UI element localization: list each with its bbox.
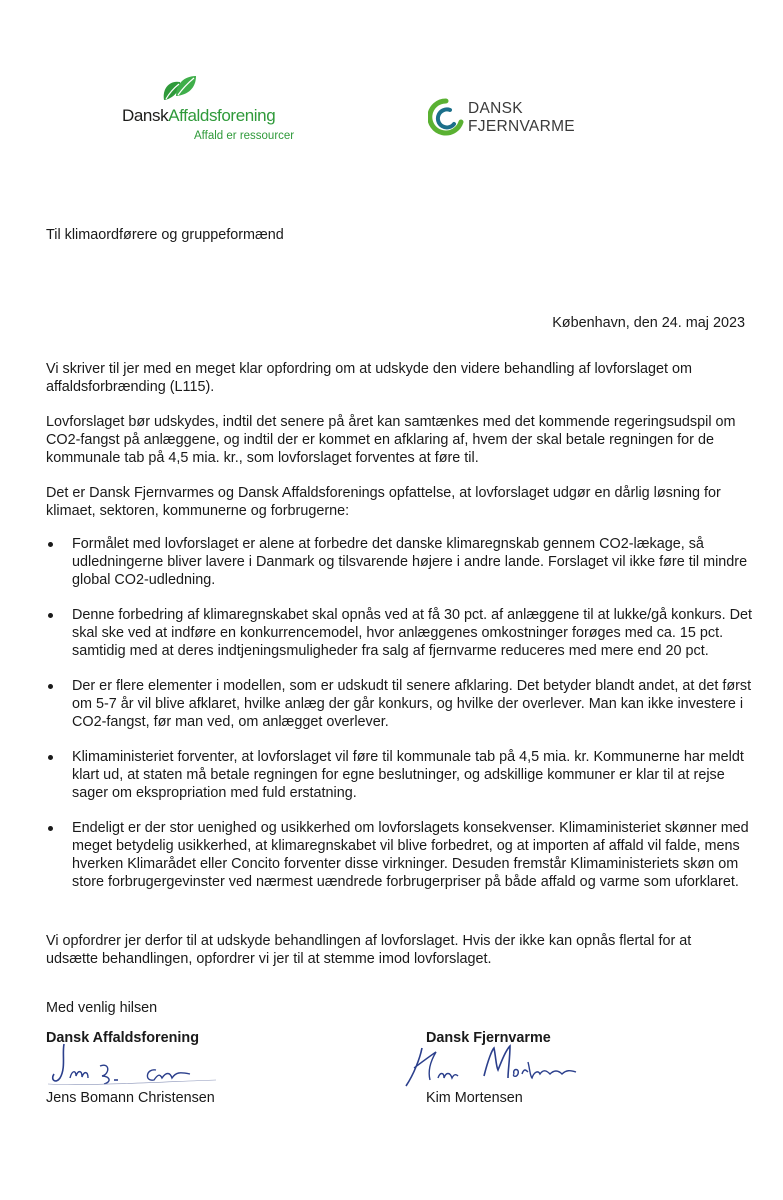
paragraph: Lovforslaget bør udskydes, indtil det senere på året kan samtænkes med det kommende regeringsudspil om CO2-fangst på anlæggene, og indtil der er kommet en afklaring af, hvem der skal betale regningen for de kommunale tab på 4,5 mia. kr., som lovforslaget forventes at føre til. [46, 414, 736, 466]
leaf-icon [158, 72, 198, 102]
closing-line: Med venlig hilsen [46, 1000, 158, 1016]
signatory-org: Dansk Affaldsforening [46, 1030, 199, 1046]
signature-image [40, 1040, 230, 1088]
signatory-name: Jens Bomann Christensen [46, 1090, 215, 1106]
list-item: Klimaministeriet forventer, at lovforslaget vil føre til kommunale tab på 4,5 mia. kr. Kommunerne har meldt klart ud, at staten må betale regningen for egne beslutninger, og adskillige kommuner er klar til at rejse sager om ekspropriation med fuld erstatning. [46, 748, 752, 802]
bullet-icon [48, 826, 53, 831]
bullet-icon [48, 755, 53, 760]
df-brand-line1: DANSK [468, 100, 523, 117]
list-item: Formålet med lovforslaget er alene at forbedre det danske klimaregnskab gennem CO2-lækage, så udledningerne bliver lavere i Danmark og tilsvarende højere i andre lande. Forslaget vil ikke føre til mindre global CO2-udledning. [46, 535, 752, 589]
df-brand-line2: FJERNVARME [468, 118, 575, 135]
signature-image [400, 1040, 590, 1088]
bullet-icon [48, 684, 53, 689]
paragraph: Vi skriver til jer med en meget klar opfordring om at udskyde den videre behandling af lovforslaget om affaldsforbrænding (L115). [46, 361, 693, 395]
swirl-icon [428, 98, 464, 138]
daf-brand-name: DanskAffaldsforening [122, 106, 276, 125]
signatory-name: Kim Mortensen [426, 1090, 523, 1106]
daf-tagline: Affald er ressourcer [194, 130, 295, 142]
list-item: Der er flere elementer i modellen, som er udskudt til senere afklaring. Det betyder blandt andet, at det først om 5-7 år vil blive afklaret, hvilke anlæg der går konkurs, og hvilke der overlever. Man kan ikke investere i CO2-fangst, før man ved, om anlægget overlever. [46, 677, 752, 731]
list-item: Denne forbedring af klimaregnskabet skal opnås ved at få 30 pct. af anlæggene til at lukke/gå konkurs. Det skal ske ved at indføre en konkurrencemodel, hvor anlæggenes omkostninger forøges med ca. 15 pct. samtidig med at deres indtjeningsmuligheder fra salg af fjernvarme reduceres med mere end 20 pct. [46, 606, 752, 660]
argument-list [46, 535, 752, 908]
bullet-icon [48, 542, 53, 547]
signatory-org: Dansk Fjernvarme [426, 1030, 551, 1046]
dansk-affaldsforening-logo [118, 72, 296, 150]
list-item: Endeligt er der stor uenighed og usikkerhed om lovforslagets konsekvenser. Klimaministeriet skønner med meget betydelig usikkerhed, at klimaregnskabet vil blive forbedret, og at importen af affald vil falde, mens hverken Klimarådet eller Concito forventer disse virkninger. Desuden fremstår Klimaministeriets skøn om store forbrugergevinster ved nærmest uændrede forbrugerpriser på både affald og varme som uforklaret. [46, 819, 752, 891]
paragraph: Det er Dansk Fjernvarmes og Dansk Affaldsforenings opfattelse, at lovforslaget udgør en dårlig løsning for klimaet, sektoren, kommunerne og forbrugerne: [46, 485, 721, 519]
dansk-fjernvarme-logo [428, 96, 588, 144]
bullet-icon [48, 613, 53, 618]
date-line: København, den 24. maj 2023 [552, 315, 745, 331]
recipient-line: Til klimaordførere og gruppeformænd [46, 227, 284, 243]
final-paragraph: Vi opfordrer jer derfor til at udskyde behandlingen af lovforslaget. Hvis der ikke kan opnås flertal for at udsætte behandlingen, opfordrer vi jer til at stemme imod lovforslaget. [46, 933, 692, 967]
